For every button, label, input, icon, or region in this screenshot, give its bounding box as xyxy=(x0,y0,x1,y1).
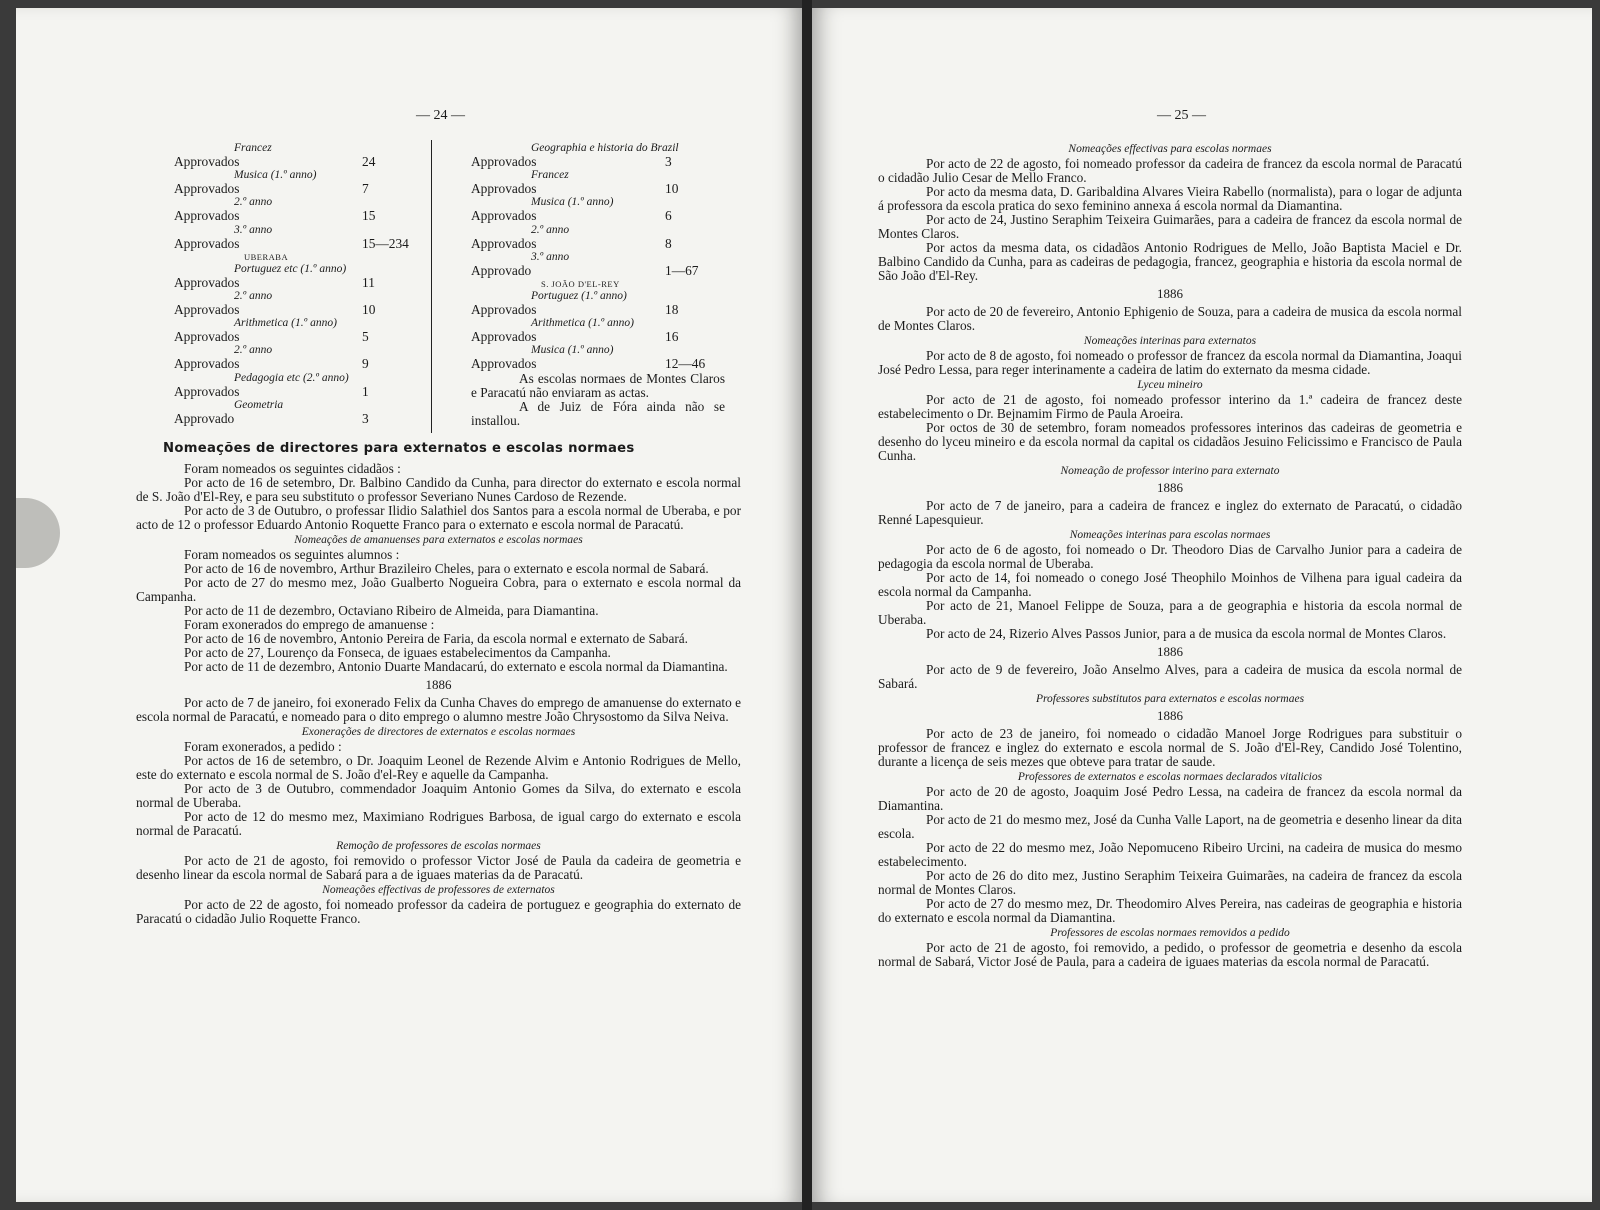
paragraph: Por acto de 6 de agosto, foi nomeado o Dr. Theodoro Dias de Carvalho Junior para a cadeira de pedagogia da escola normal de Uberaba. xyxy=(878,542,1462,571)
stat-value: 6 xyxy=(665,208,672,224)
paragraph: Por acto de 14, foi nomeado o conego José Theophilo Moinhos de Vilhena para igual cadeira da escola normal da Campanha. xyxy=(878,570,1462,599)
left-body-text xyxy=(136,462,741,926)
stat-value: 18 xyxy=(665,302,679,318)
stat-label: Approvados xyxy=(471,181,537,197)
paragraph: Por acto da mesma data, D. Garibaldina Alvares Vieira Rabello (normalista), para o logar de adjunta á professora da escola pratica do sexo feminino annexa á escola normal da Diamantina. xyxy=(878,184,1462,213)
paragraph: Por acto de 16 de novembro, Antonio Pereira de Faria, da escola normal e externato de Sabará. xyxy=(184,631,688,646)
stat-row xyxy=(174,276,422,290)
stat-subheading: 2.º anno xyxy=(234,290,273,303)
paragraph: Por acto de 21 de agosto, foi nomeado professor interino da 1.ª cadeira de francez deste estabelecimento o Dr. Bejnamim Firmo de Paula Aroeira. xyxy=(878,392,1462,421)
stat-value: 24 xyxy=(362,154,376,169)
paragraph: Por actos de 16 de setembro, o Dr. Joaquim Leonel de Rezende Alvim e Antonio Rodrigues de Mello, este do externato e escola normal de S. João d'el-Rey e aquelle da Campanha. xyxy=(136,753,741,782)
stat-row xyxy=(174,182,422,196)
paragraph: Por acto de 26 do dito mez, Justino Seraphim Teixeira Guimarães, na cadeira de francez da escola normal de Montes Claros. xyxy=(878,868,1462,897)
paragraph: Por acto de 24, Rizerio Alves Passos Junior, para a de musica da escola normal de Montes Claros. xyxy=(926,626,1447,641)
stat-row xyxy=(174,237,422,251)
stat-subheading: Portuguez etc (1.º anno) xyxy=(234,262,347,275)
paragraph: Por acto de 22 de agosto, foi nomeado professor da cadeira de francez da escola normal de Paracatú o cidadão Julio Cesar de Mello Franco. xyxy=(878,156,1462,185)
paragraph: Por acto de 8 de agosto, foi nomeado o professor de francez da escola normal da Diamantina, Joaqui José Pedro Lessa, para reger interinamente a cadeira de latim do externato da mesma cidade. xyxy=(878,348,1462,377)
right-body-text xyxy=(878,141,1462,969)
paragraph: Por actos da mesma data, os cidadãos Antonio Rodrigues de Mello, João Baptista Maciel e Dr. Balbino Candido da Cunha, para as cadeiras de pedagogia, francez, geographia e historia da escola normal de São João d'El-Rey. xyxy=(878,240,1462,283)
stat-value: 3 xyxy=(362,410,369,426)
paragraph: Por acto de 21 de agosto, foi removido, a pedido, o professor de geometria e desenho da escola normal de Sabará, Victor José de Paula, para a cadeira de iguaes materias da escola normal de Paracatú. xyxy=(878,940,1462,969)
stat-label: Approvados xyxy=(174,154,240,169)
year-heading: 1886 xyxy=(425,677,452,692)
section-subheading: Lyceu mineiro xyxy=(1137,379,1203,391)
stat-subheading: Francez xyxy=(234,142,272,154)
paragraph: Por acto de 16 de setembro, Dr. Balbino Candido da Cunha, para director do externato e escola normal de S. João d'El-Rey, e para seu substituto o professor Severiano Nunes Cardoso de Rezende. xyxy=(136,475,741,504)
stat-subheading: Musica (1.º anno) xyxy=(531,344,614,357)
left-page xyxy=(16,8,802,1202)
section-subheading: Nomeações effectivas para escolas normaes xyxy=(1068,143,1272,155)
stat-row xyxy=(174,412,422,426)
stat-subheading: 2.º anno xyxy=(234,196,273,209)
stat-value: 11 xyxy=(362,274,375,290)
stat-row xyxy=(471,155,725,169)
paragraph: Por acto de 16 de novembro, Arthur Brazileiro Cheles, para o externato e escola normal de Sabará. xyxy=(184,561,709,576)
stat-label: Approvados xyxy=(174,181,240,197)
stat-label: Approvados xyxy=(471,235,537,251)
stat-subheading: Arithmetica (1.º anno) xyxy=(234,317,337,330)
section-heading-directores: Nomeações de directores para externatos e escolas normaes xyxy=(163,441,635,456)
stat-label: Approvados xyxy=(174,329,240,345)
year-heading: 1886 xyxy=(1157,480,1183,495)
paragraph: Por octos de 30 de setembro, foram nomeados professores interinos das cadeiras de geometria e desenho do lyceu mineiro e da escola normal da capital os cidadãos Jesuino Felicissimo e Francisco de Paula Cunha. xyxy=(878,420,1462,463)
stat-value: 15—234 xyxy=(362,235,409,251)
paragraph: Por acto de 27, Lourenço da Fonseca, de iguaes estabelecimentos da Campanha. xyxy=(184,645,611,660)
stats-column-2 xyxy=(471,142,725,428)
stat-row xyxy=(471,182,725,196)
right-page xyxy=(812,8,1592,1202)
paragraph: Foram nomeados os seguintes cidadãos : xyxy=(184,461,401,476)
section-subheading: Professores substitutos para externatos e escolas normaes xyxy=(1035,693,1305,705)
stat-label: Approvados xyxy=(174,274,240,290)
paragraph: Por acto de 23 de janeiro, foi nomeado o cidadão Manoel Jorge Rodrigues para substituir o professor de francez e inglez do externato e escola normal de S. João d'El-Rey, Candido José Tolentino, durante a licença de seis mezes que obteve para tratar de saude. xyxy=(878,726,1462,769)
stat-note: A de Juiz de Fóra ainda não se installou. xyxy=(471,398,725,428)
stat-value: 15 xyxy=(362,208,376,224)
stat-label: Approvados xyxy=(174,302,240,318)
section-subheading: Exonerações de directores de externatos e escolas normaes xyxy=(301,726,576,738)
stat-label: Approvados xyxy=(471,208,537,224)
paragraph: Por acto de 3 de Outubro, commendador Joaquim Antonio Gomes da Silva, do externato e escola normal de Uberaba. xyxy=(136,781,741,810)
stat-row xyxy=(174,357,422,371)
stat-value: 5 xyxy=(362,329,369,345)
paragraph: Por acto de 7 de janeiro, para a cadeira de francez e inglez do externato de Paracatú, o cidadão Renné Lapesquieur. xyxy=(878,498,1462,527)
page-damage xyxy=(16,498,60,568)
stat-row xyxy=(174,385,422,399)
stat-value: 16 xyxy=(665,329,679,345)
year-heading: 1886 xyxy=(1157,644,1183,659)
stat-value: 1 xyxy=(362,383,369,399)
stat-row xyxy=(174,209,422,223)
stat-city: UBERABA xyxy=(244,251,289,262)
section-subheading: Remoção de professores de escolas normaes xyxy=(336,840,541,852)
stats-column-1 xyxy=(174,142,422,426)
paragraph: Por acto de 27 do mesmo mez, João Gualberto Nogueira Cobra, para o externato e escola normal da Campanha. xyxy=(136,575,741,604)
stat-subheading: 3.º anno xyxy=(531,250,570,263)
stat-value: 10 xyxy=(665,181,679,197)
stat-value: 9 xyxy=(362,356,369,372)
stat-label: Approvados xyxy=(174,208,240,224)
stat-value: 10 xyxy=(362,302,376,318)
stat-label: Approvados xyxy=(174,235,240,251)
stat-row xyxy=(471,357,725,371)
section-subheading: Professores de externatos e escolas normaes declarados vitalicios xyxy=(1017,771,1323,783)
paragraph: Por acto de 7 de janeiro, foi exonerado Felix da Cunha Chaves do emprego de amanuense do externato e escola normal de Paracatú, e nomeado para o dito emprego o alumno mestre João Chrysostomo da Silva Neiva. xyxy=(136,695,741,724)
stat-subheading: Geographia e historia do Brazil xyxy=(531,142,679,154)
stat-row xyxy=(174,155,422,169)
paragraph: Por acto de 12 do mesmo mez, Maximiano Rodrigues Barbosa, de igual cargo do externato e escola normal de Paracatú. xyxy=(136,809,741,838)
stat-subheading: Musica (1.º anno) xyxy=(234,169,317,182)
page-number-right: — 25 — xyxy=(1157,108,1206,123)
stat-row xyxy=(471,330,725,344)
stat-label: Approvados xyxy=(174,383,240,399)
stat-label: Approvados xyxy=(471,154,537,169)
section-subheading: Nomeações interinas para externatos xyxy=(1083,335,1257,347)
stat-row xyxy=(471,264,725,278)
stat-value: 7 xyxy=(362,181,369,197)
section-subheading: Nomeações interinas para escolas normaes xyxy=(1069,529,1271,541)
stat-value: 8 xyxy=(665,235,672,251)
stat-row xyxy=(174,303,422,317)
stat-subheading: Musica (1.º anno) xyxy=(531,196,614,209)
section-subheading: Nomeações effectivas de professores de externatos xyxy=(322,884,555,896)
paragraph: Por acto de 22 do mesmo mez, João Nepomuceno Ribeiro Urcini, na cadeira de musica do mesmo estabelecimento. xyxy=(878,840,1462,869)
section-subheading: Nomeações de amanuenses para externatos e escolas normaes xyxy=(294,534,583,546)
stat-subheading: Pedagogia etc (2.º anno) xyxy=(234,371,349,384)
stat-row xyxy=(471,237,725,251)
paragraph: Por acto de 11 de dezembro, Antonio Duarte Mandacarú, do externato e escola normal da Diamantina. xyxy=(184,659,728,674)
stat-subheading: Arithmetica (1.º anno) xyxy=(531,317,634,330)
stat-label: Approvado xyxy=(174,410,235,426)
paragraph: Por acto de 3 de Outubro, o professar Ilidio Salathiel dos Santos para a escola normal de Uberaba, e por acto de 12 o professor Eduardo Antonio Roquette Franco para o externato e escola normal de Paracatú. xyxy=(136,503,741,532)
section-subheading: Professores de escolas normaes removidos a pedido xyxy=(1050,927,1290,939)
book-gutter xyxy=(802,0,812,1210)
stat-subheading: 2.º anno xyxy=(234,344,273,357)
stat-row xyxy=(174,330,422,344)
paragraph: Foram exonerados, a pedido : xyxy=(184,739,342,754)
stat-label: Approvados xyxy=(471,302,537,318)
paragraph: Por acto de 9 de fevereiro, João Anselmo Alves, para a cadeira de musica da escola normal de Sabará. xyxy=(878,662,1462,691)
paragraph: Por acto de 24, Justino Seraphim Teixeira Guimarães, para a cadeira de francez da escola normal de Montes Claros. xyxy=(878,212,1462,241)
paragraph: Por acto de 11 de dezembro, Octaviano Ribeiro de Almeida, para Diamantina. xyxy=(184,603,599,618)
column-divider xyxy=(431,140,432,433)
paragraph: Foram nomeados os seguintes alumnos : xyxy=(184,547,400,562)
stat-row xyxy=(471,303,725,317)
stat-subheading: 3.º anno xyxy=(234,223,273,236)
page-number-left: — 24 — xyxy=(416,108,465,123)
stat-row xyxy=(471,209,725,223)
stat-label: Approvado xyxy=(471,262,532,278)
stat-label: Approvados xyxy=(471,329,537,345)
stat-subheading: Francez xyxy=(531,169,569,182)
stat-subheading: Geometria xyxy=(234,398,284,411)
paragraph: Por acto de 21 do mesmo mez, José da Cunha Valle Laport, na de geometria e desenho linear da dita escola. xyxy=(878,812,1462,841)
paragraph: Por acto de 21 de agosto, foi removido o professor Victor José de Paula da cadeira de geometria e desenho linear da escola normal de Sabará para a de iguaes materias da de Paracatú. xyxy=(136,853,741,882)
paragraph: Foram exonerados do emprego de amanuense : xyxy=(184,617,435,632)
stat-note: As escolas normaes de Montes Claros e Paracatú não enviaram as actas. xyxy=(471,370,725,400)
stat-city: S. JOÃO D'EL-REY xyxy=(541,279,620,290)
stat-value: 1—67 xyxy=(665,262,699,278)
stat-subheading: Portuguez (1.º anno) xyxy=(531,290,627,303)
section-subheading: Nomeação de professor interino para externato xyxy=(1060,465,1280,477)
paragraph: Por acto de 27 do mesmo mez, Dr. Theodomiro Alves Pereira, nas cadeiras de geographia e historia do externato e escola normal da Diamantina. xyxy=(878,896,1462,925)
paragraph: Por acto de 21, Manoel Felippe de Souza, para a de geographia e historia da escola normal de Uberaba. xyxy=(878,598,1462,627)
paragraph: Por acto de 22 de agosto, foi nomeado professor da cadeira de portuguez e geographia do externato de Paracatú o cidadão Julio Roquette Franco. xyxy=(136,897,741,926)
stat-subheading: 2.º anno xyxy=(531,223,570,236)
stat-value: 12—46 xyxy=(665,356,706,372)
stat-label: Approvados xyxy=(471,356,537,372)
paragraph: Por acto de 20 de agosto, Joaquim José Pedro Lessa, na cadeira de francez da escola normal da Diamantina. xyxy=(878,784,1462,813)
stat-value: 3 xyxy=(665,154,672,169)
year-heading: 1886 xyxy=(1157,708,1183,723)
paragraph: Por acto de 20 de fevereiro, Antonio Ephigenio de Souza, para a cadeira de musica da escola normal de Montes Claros. xyxy=(878,304,1462,333)
stat-label: Approvados xyxy=(174,356,240,372)
year-heading: 1886 xyxy=(1157,286,1183,301)
